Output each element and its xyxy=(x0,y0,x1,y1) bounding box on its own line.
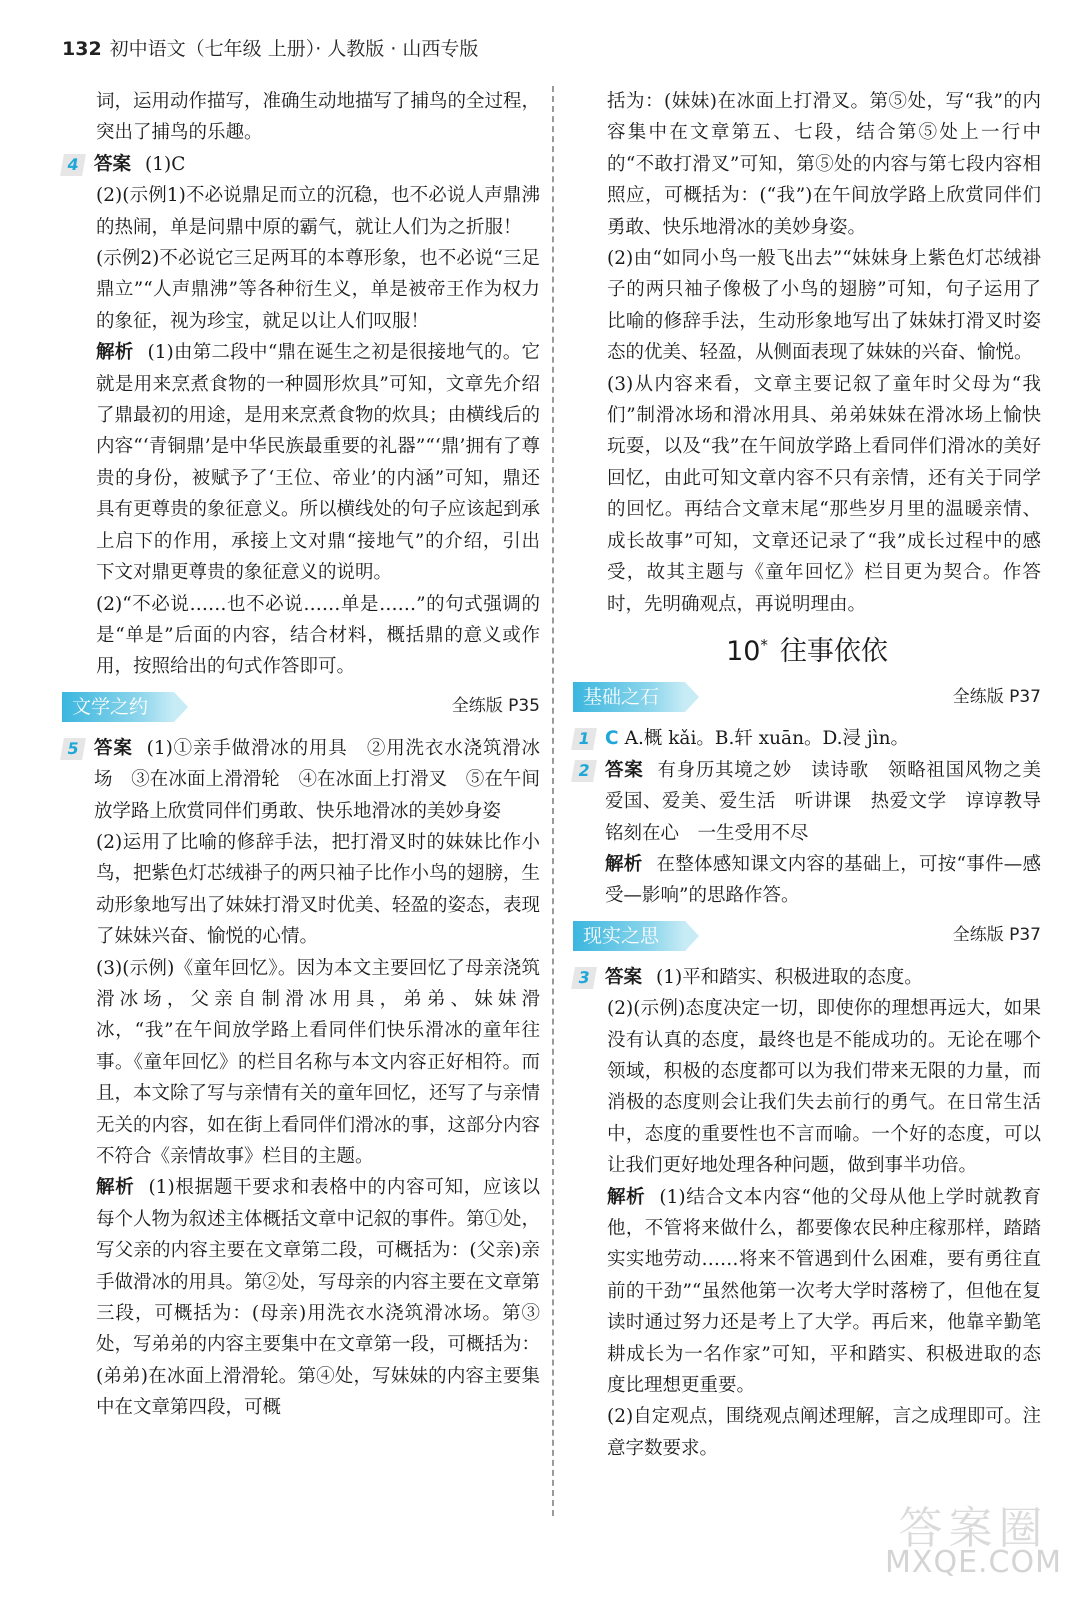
continued-analysis: 括为：(妹妹)在冰面上打滑叉。第⑤处，写“我”的内容集中在文章第五、七段，结合第⑤处上一行中的“不敢打滑叉”可知，第⑤处的内容与第七段内容相照应，可概括为：(“我”)在午间放学路上欣赏同伴们勇敢、快乐地滑冰的美妙身姿。 xyxy=(607,91,1041,238)
q4-analysis: 解析 (1)由第二段中“鼎在诞生之初是很接地气的。它就是用来烹煮食物的一种圆形炊具”可知，文章先介绍了鼎最初的用途，是用来烹煮食物的炊具；由横线后的内容“‘青铜鼎’是中华民族最重要的礼器”“‘鼎’拥有了尊贵的身份，被赋予了‘王位、帝业’的内涵”可知，鼎还具有更尊贵的象征意义。所以横线处的句子应该起到承上启下的作用，承接上文对鼎“接地气”的介绍，引出下文对鼎更尊贵的象征意义的说明。 xyxy=(96,342,541,584)
q4-answer-para-1: (2)(示例1)不必说鼎足而立的沉稳，也不必说人声鼎沸的热闹，单是问鼎中原的霸气，就让人们为之折服！ xyxy=(96,185,540,238)
q5-answer-first: 答案 (1)①亲手做滑冰的用具 ②用洗衣水浇筑滑冰场 ③在冰面上滑滑轮 ④在冰面上打滑叉 ⑤在午间放学路上欣赏同伴们勇敢、快乐地滑冰的美妙身姿 xyxy=(94,737,540,822)
watermark-logo xyxy=(885,1503,1062,1580)
section-banner: 现实之思 xyxy=(573,921,685,951)
q3-answer-block xyxy=(573,962,1041,993)
q4-answer-first: 答案 (1)C xyxy=(94,153,186,175)
q5-answer-para-3: (3)(示例)《童年回忆》。因为本文主要回忆了母亲浇筑滑冰场，父亲自制滑冰用具，弟弟、妹妹滑冰，“我”在午间放学路上看同伴们快乐滑冰的童年往事。《童年回忆》的栏目名称与本文内容正好相符。而且，本文除了写与亲情有关的童年回忆，还写了与亲情无关的内容，如在街上看同伴们滑冰的事，这部分内容不符合《亲情故事》栏目的主题。 xyxy=(96,957,541,1167)
continued-para-3: (3)从内容来看，文章主要记叙了童年时父母为“我们”制滑冰场和滑冰用具、弟弟妹妹在滑冰场上愉快玩耍，以及“我”在午间放学路上看同伴们滑冰的美好回忆，由此可知文章内容不只有亲情，还有关于同学的回忆。再结合文章末尾“那些岁月里的温暖亲情、成长故事”可知，文章还记录了“我”成长过程中的感受，故其主题与《童年回忆》栏目更为契合。作答时，先明确观点，再说明理由。 xyxy=(607,373,1041,615)
continued-para-2: (2)由“如同小鸟一般飞出去”“妹妹身上紫色灯芯绒褂子的两只袖子像极了小鸟的翅膀”可知，句子运用了比喻的修辞手法，生动形象地写出了妹妹打滑叉时姿态的优美、轻盈，从侧面表现了妹妹的兴奋、愉悦。 xyxy=(607,248,1041,364)
section-banner: 基础之石 xyxy=(573,682,685,712)
intro-text: 词，运用动作描写，准确生动地描写了捕鸟的全过程，突出了捕鸟的乐趣。 xyxy=(96,91,541,144)
q2-analysis: 解析 在整体感知课文内容的基础上，可按“事件—感受—影响”的思路作答。 xyxy=(605,853,1041,907)
q3-analysis-para-2: (2)自定观点，围绕观点阐述理解，言之成理即可。注意字数要求。 xyxy=(607,1406,1041,1459)
q4-analysis-para-2: (2)“不必说……也不必说……单是……”的句式强调的是“单是”后面的内容，结合材料，概括鼎的意义或作用，按照给出的句式作答即可。 xyxy=(96,593,540,678)
q3-analysis: 解析 (1)结合文本内容“他的父母从他上学时就教育他，不管将来做什么，都要像农民种庄稼那样，踏踏实实地劳动……将来不管遇到什么困难，要有勇往直前的干劲”“虽然他第一次考大学时落榜了，但他在复读时通过努力还是考上了大学。再后来，他靠辛勤笔耕成长为一名作家”可知，平和踏实、积极进取的态度比理想更重要。 xyxy=(607,1186,1041,1397)
q5-number: 5 xyxy=(60,738,86,760)
q1-block xyxy=(573,723,1041,754)
q4-answer-block xyxy=(62,149,540,180)
column-divider xyxy=(552,86,554,1516)
watermark-top: 答案圈 xyxy=(898,1503,1049,1554)
q4-answer-para-2: (示例2)不必说它三足两耳的本尊形象，也不必说“三足鼎立”“人声鼎沸”等各种衍生义，单是被帝王作为权力的象征，视为珍宝，就足以让人们叹服！ xyxy=(96,248,540,332)
section-ref: 全练版 P37 xyxy=(952,925,1041,946)
analysis-label: 解析 xyxy=(96,1177,135,1199)
section-ref: 全练版 P35 xyxy=(451,696,540,717)
q3-answer-first: 答案 (1)平和踏实、积极进取的态度。 xyxy=(605,966,923,988)
lesson-title xyxy=(573,630,1041,667)
q3-number: 3 xyxy=(571,967,597,989)
q1-choice: C xyxy=(605,728,619,750)
q3-answer-para-2: (2)(示例)态度决定一切，即使你的理想再远大，如果没有认真的态度，最终也是不能成功的。无论在哪个领域，积极的态度都可以为我们带来无限的力量，而消极的态度则会让我们失去前行的勇气。在日常生活中，态度的重要性也不言而喻。一个好的态度，可以让我们更好地处理各种问题，做到事半功倍。 xyxy=(607,998,1041,1177)
page-number: 132 xyxy=(62,38,102,60)
section-literature xyxy=(62,689,540,725)
section-banner: 文学之约 xyxy=(62,692,174,722)
right-column xyxy=(573,86,1060,1464)
q5-analysis: 解析 (1)根据题干要求和表格中的内容可知，应该以每个人物为叙述主体概括文章中记叙的事件。第①处，写父亲的内容主要在文章第二段，可概括为：(父亲)亲手做滑冰的用具。第②处，写母亲的内容主要在文章第三段，可概括为：(母亲)用洗衣水浇筑滑冰场。第③处，写弟弟的内容主要集中在文章第一段，可概括为：(弟弟)在冰面上滑滑轮。第④处，写妹妹的内容主要集中在文章第四段，可概 xyxy=(96,1177,541,1419)
section-ref: 全练版 P37 xyxy=(952,686,1041,707)
watermark-bottom: MXQE.COM xyxy=(885,1545,1062,1580)
section-basics xyxy=(573,679,1041,715)
answer-label: 答案 xyxy=(605,759,644,781)
analysis-label: 解析 xyxy=(605,853,643,875)
q4-number: 4 xyxy=(60,154,86,176)
answer-label: 答案 xyxy=(605,966,643,988)
q1-number: 1 xyxy=(571,728,597,750)
analysis-label: 解析 xyxy=(96,342,134,364)
answer-label: 答案 xyxy=(94,153,132,175)
lesson-name: 往事依依 xyxy=(779,635,888,667)
left-column xyxy=(62,86,540,1424)
q5-answer-para-2: (2)运用了比喻的修辞手法，把打滑叉时的妹妹比作小鸟，把紫色灯芯绒褂子的两只袖子比作小鸟的翅膀，生动形象地写出了妹妹打滑叉时优美、轻盈的姿态，表现了妹妹兴奋、愉悦的心情。 xyxy=(96,831,541,948)
page-header xyxy=(62,34,478,61)
book-title: 初中语文（七年级 上册）· 人教版 · 山西专版 xyxy=(109,38,479,60)
q2-block xyxy=(573,755,1060,912)
section-reality xyxy=(573,918,1041,954)
q2-answer: 答案 有身历其境之妙 读诗歌 领略祖国风物之美 爱国、爱美、爱生活 听讲课 热爱文学 谆谆教导铭刻在心 一生受用不尽 xyxy=(605,759,1060,844)
q1-text: A.概 kǎi。B.轩 xuān。D.浸 jìn。 xyxy=(624,728,910,750)
lesson-number: 10 xyxy=(726,635,761,667)
q5-answer-block xyxy=(62,733,540,827)
analysis-label: 解析 xyxy=(607,1186,646,1208)
lesson-star: * xyxy=(760,635,768,654)
answer-label: 答案 xyxy=(94,737,133,759)
q2-number: 2 xyxy=(571,760,597,782)
